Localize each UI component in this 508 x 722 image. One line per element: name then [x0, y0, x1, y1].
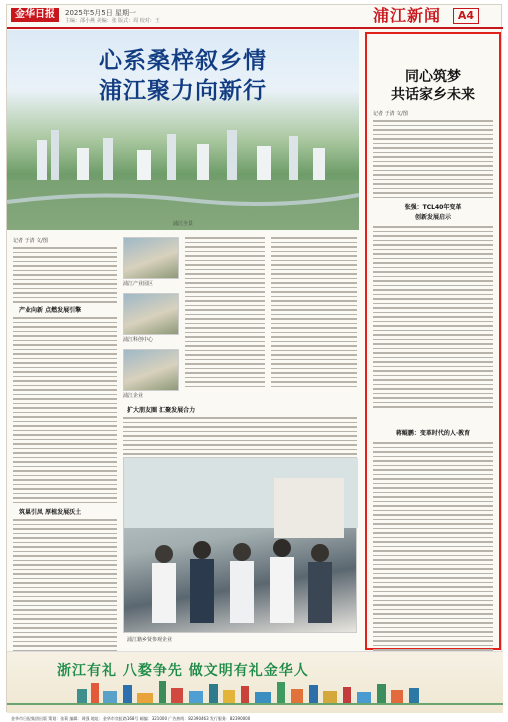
- photo1-caption: 浦江产业园区: [123, 281, 154, 287]
- civic-ad-banner: [7, 651, 503, 713]
- right-subhead-3: 蒋鲲鹏：变革时代的人·教育: [395, 430, 471, 437]
- right-subhead-2: 创新发展启示: [414, 214, 451, 221]
- photo3-caption: 浦江企业: [123, 393, 144, 399]
- group-visit-illustration: [124, 458, 358, 634]
- photo-science-center: [123, 293, 179, 335]
- newspaper-logo: 金华日报: [11, 8, 59, 22]
- left-body-text-b: [13, 317, 117, 506]
- hero-caption: 浦江全景: [172, 221, 193, 227]
- photo2-caption: 浦江科创中心: [123, 337, 154, 343]
- middle-body-text-c: [123, 417, 357, 462]
- issue-date: 2025年5月5日 星期一: [65, 9, 136, 17]
- right-title-line2: 共话家乡未来: [391, 87, 475, 103]
- hero-image: [7, 30, 359, 230]
- left-body-text-c: [13, 519, 117, 659]
- left-byline: 记者 于清 文/图: [13, 238, 48, 244]
- hero-title-line2: 浦江聚力向新行: [99, 77, 267, 104]
- right-byline: 记者 于清 文/图: [373, 111, 408, 117]
- left-subhead-2: 筑巢引凤 厚植发展沃土: [19, 509, 82, 516]
- right-body-text-a: [373, 120, 493, 201]
- middle-body-text-b: [271, 237, 357, 390]
- delegation-photo-caption: 浦江籍乡贤参观企业: [127, 637, 173, 643]
- masthead: [7, 5, 503, 27]
- editor-credits: 主编：邵小燕 美编：张 版式：周 校对：王: [65, 18, 160, 24]
- right-body-text-b: [373, 226, 493, 411]
- hero-title-line1: 心系桑梓叙乡情: [99, 47, 267, 74]
- ad-slogan: 浙江有礼 八婺争先 做文明有礼金华人: [57, 663, 309, 679]
- right-body-text-c: [373, 442, 493, 672]
- masthead-rule: [7, 27, 503, 29]
- left-subhead-1: 产业向新 点燃发展引擎: [19, 307, 82, 314]
- page-footer: 金华市日报集团出版 策划：张莉 编辑：周强 地址：金华市宾虹路168号 邮编：321000 广告热线：82390463 发行服务：82390000: [11, 716, 251, 721]
- right-subhead-1: 张强：TCL40年变革: [404, 204, 462, 211]
- left-body-text-a: [13, 247, 117, 306]
- middle-body-text-a: [185, 237, 265, 390]
- right-title-line1: 同心筑梦: [405, 69, 461, 85]
- skyline-illustration: [7, 679, 503, 705]
- newspaper-page: [6, 4, 502, 721]
- photo-industrial-park: [123, 237, 179, 279]
- highlighted-article: [365, 32, 501, 650]
- photo-delegation-visit: [123, 457, 357, 633]
- photo-enterprise: [123, 349, 179, 391]
- page-number: A4: [453, 8, 479, 24]
- section-title: 浦江新闻: [373, 6, 442, 25]
- middle-subhead: 扩大朋友圈 汇聚发展合力: [127, 407, 196, 414]
